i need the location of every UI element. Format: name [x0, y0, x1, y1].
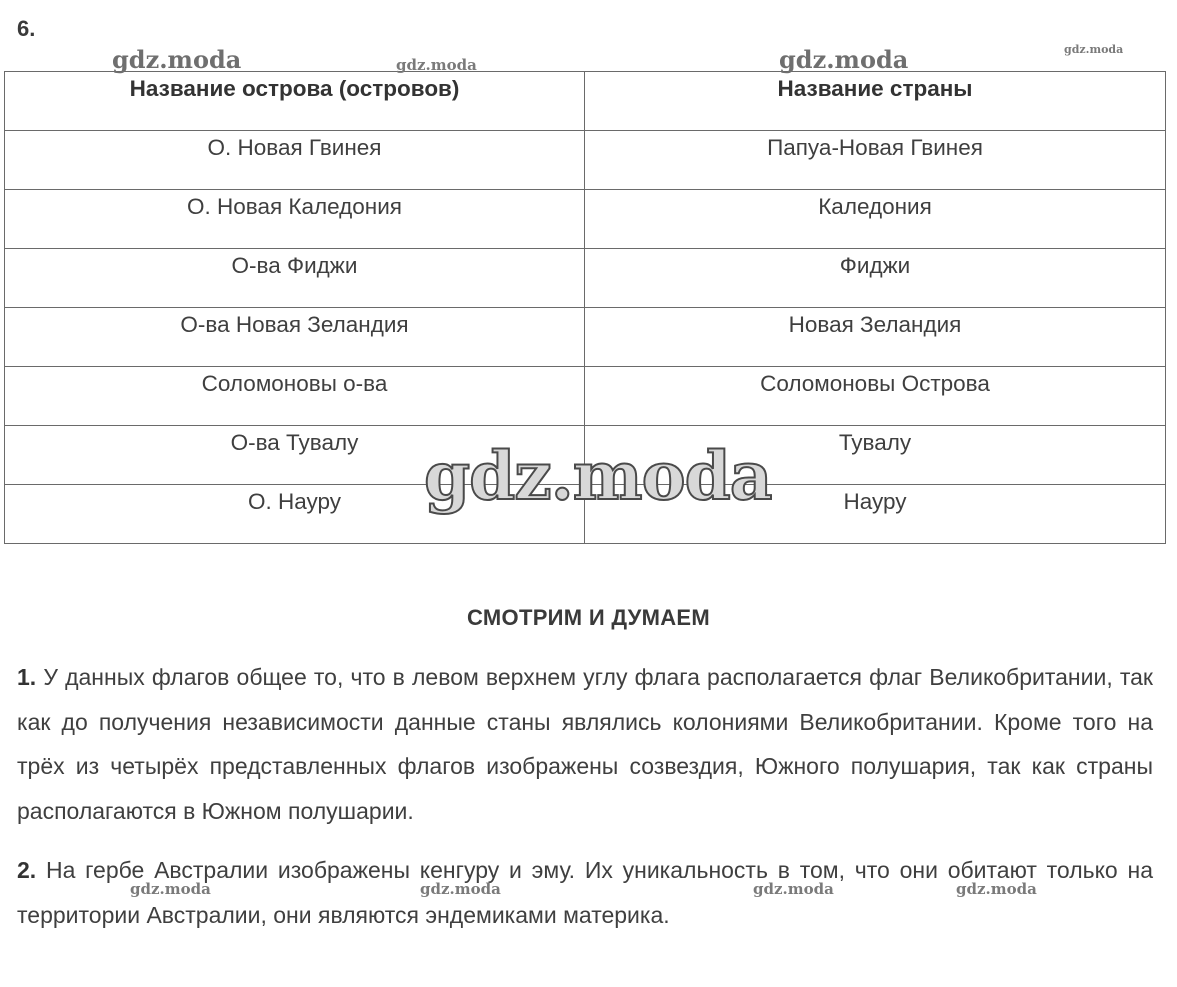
header-island: Название острова (островов) — [5, 72, 585, 131]
table-row — [5, 367, 1166, 426]
country-cell: Соломоновы Острова — [585, 367, 1166, 426]
answer-text: На гербе Австралии изображены кенгуру и эму. Их уникальность в том, что они обитают только на территории Австралии, они являются эндемиками материка. — [17, 857, 1153, 928]
island-cell: Соломоновы о-ва — [5, 367, 585, 426]
header-country: Название страны — [585, 72, 1166, 131]
island-cell: О-ва Новая Зеландия — [5, 308, 585, 367]
section-heading: СМОТРИМ И ДУМАЕМ — [467, 605, 710, 630]
island-cell: О-ва Тувалу — [5, 426, 585, 485]
table-row — [5, 249, 1166, 308]
island-cell: О. Новая Каледония — [5, 190, 585, 249]
watermark: gdz.moda — [420, 880, 501, 898]
island-cell: О-ва Фиджи — [5, 249, 585, 308]
watermark: gdz.moda — [1064, 43, 1124, 56]
islands-table — [4, 71, 1166, 544]
island-cell: О. Науру — [5, 485, 585, 544]
table-row — [5, 485, 1166, 544]
watermark: gdz.moda — [779, 45, 909, 74]
answer-1 — [17, 655, 1153, 834]
watermark: gdz.moda — [396, 56, 477, 74]
table-row — [5, 426, 1166, 485]
country-cell: Папуа-Новая Гвинея — [585, 131, 1166, 190]
watermark: gdz.moda — [130, 880, 211, 898]
table-header-row — [5, 72, 1166, 131]
answer-number: 1. — [17, 664, 37, 690]
country-cell: Науру — [585, 485, 1166, 544]
answer-2 — [17, 848, 1153, 937]
watermark: gdz.moda — [753, 880, 834, 898]
task-number: 6. — [17, 16, 36, 41]
watermark: gdz.moda — [956, 880, 1037, 898]
table-row — [5, 131, 1166, 190]
island-cell: О. Новая Гвинея — [5, 131, 585, 190]
country-cell: Тувалу — [585, 426, 1166, 485]
watermark: gdz.moda — [112, 45, 242, 74]
answer-text: У данных флагов общее то, что в левом верхнем углу флага располагается флаг Великобритании, так как до получения независимости данные станы являлись колониями Великобритании. Кроме того на трёх из четырёх представленных флагов изображены созвездия, Южного полушария, так как страны располагаются в Южном полушарии. — [17, 664, 1153, 825]
watermark-large: gdz.moda — [424, 437, 772, 515]
country-cell: Каледония — [585, 190, 1166, 249]
country-cell: Фиджи — [585, 249, 1166, 308]
answer-number: 2. — [17, 857, 37, 883]
table-row — [5, 190, 1166, 249]
country-cell: Новая Зеландия — [585, 308, 1166, 367]
table-row — [5, 308, 1166, 367]
